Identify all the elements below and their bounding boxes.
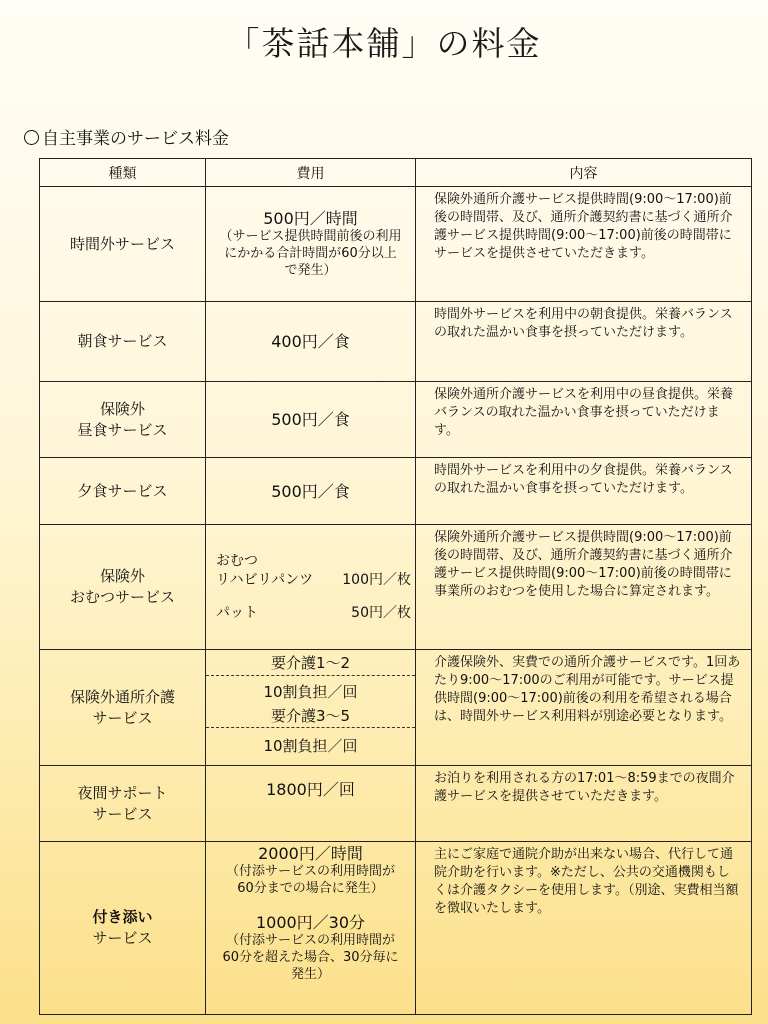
row-type [40,382,206,458]
cost-main: 1800円／回 [206,766,416,842]
cost-main: 500円／食 [206,382,416,458]
cost-main: 2000円／時間 [258,844,363,863]
care-level-block [206,676,415,728]
table-row [40,650,752,766]
care-level-label: 要介護1〜2 [206,651,415,676]
row-type-line1: 保険外通所介護 [69,687,175,706]
row-type [40,766,206,842]
table-header-row [40,159,752,187]
table-row [40,525,752,650]
row-type-line1: 保険外 [99,399,145,418]
row-type-line2: サービス [92,929,153,947]
diaper-item-price: 100円／枚 [342,571,411,588]
row-content: 保険外通所介護サービス提供時間(9:00〜17:00)前後の時間帯、及び、通所介護契約書に基づく通所介護サービス提供時間(9:00〜17:00)前後の時間帯に事業所のおむつを使用した場合に算定されます。 [416,525,752,650]
row-content: お泊りを利用される方の17:01〜8:59までの夜間介護サービスを提供させていただきます。 [416,766,752,842]
fee-table [39,158,752,1015]
row-type: 朝食サービス [40,302,206,382]
header-cost: 費用 [206,159,416,187]
cost-main: 500円／時間 [263,209,358,228]
cost-main: 500円／食 [206,458,416,525]
row-type-line2: 昼食サービス [77,420,168,439]
row-content: 時間外サービスを利用中の夕食提供。栄養バランスの取れた温かい食事を摂っていただけます。 [416,458,752,525]
cost-note: （サービス提供時間前後の利用にかかる合計時間が60分以上で発生） [219,229,402,278]
table-row [40,766,752,842]
row-type-line2: サービス [92,804,153,823]
care-level-label: 要介護3〜5 [270,707,351,725]
header-type: 種類 [40,159,206,187]
section-title: 自主事業のサービス料金 [42,129,229,149]
table-row [40,302,752,382]
row-type-line1: 保険外 [99,567,145,585]
cost-main: 400円／食 [206,302,416,382]
row-content: 主にご家庭で通院介助が出来ない場合、代行して通院介助を行います。※ただし、公共の交通機関もしくは介護タクシーを使用します。（別途、実費相当額を徴収いたします。 [416,842,752,1015]
row-content: 介護保険外、実費での通所介護サービスです。1回あたり9:00〜17:00のご利用が可能です。サービス提供時間(9:00〜17:00)前後の利用を希望される場合は、時間外サービス利用料が別途必要となります。 [416,650,752,766]
diaper-item [216,604,415,623]
diaper-item-name: パット [216,604,258,621]
row-content: 保険外通所介護サービスを利用中の昼食提供。栄養バランスの取れた温かい食事を摂っていただけます。 [416,382,752,458]
circle-bullet-icon [24,130,39,145]
page-title: 「茶話本舗」の料金 [226,24,542,63]
row-type [40,650,206,766]
row-cost [206,842,416,1015]
cost-note: （付添サービスの利用時間が60分を超えた場合、30分毎に発生） [222,933,399,982]
diaper-item [216,571,415,590]
row-type-line1: 付き添い [92,908,153,926]
care-level-value: 10割負担／回 [263,737,358,755]
care-level-value: 10割負担／回 [263,683,358,701]
cost-main: 1000円／30分 [255,913,366,932]
row-type [40,842,206,1015]
row-type-line2: おむつサービス [69,588,175,606]
row-content: 時間外サービスを利用中の朝食提供。栄養バランスの取れた温かい食事を摂っていただけます。 [416,302,752,382]
table-row [40,187,752,302]
diaper-item-name: リハビリパンツ [216,571,314,588]
row-type: 時間外サービス [40,187,206,302]
row-type [40,525,206,650]
diaper-item-price: 50円／枚 [351,604,411,621]
row-cost [206,525,416,650]
row-type-line1: 夜間サポート [77,783,168,802]
row-type-line2: サービス [92,708,153,727]
row-cost [206,650,416,766]
header-content: 内容 [416,159,752,187]
table-row [40,842,752,1015]
table-row [40,458,752,525]
table-row [40,382,752,458]
diaper-label: おむつ [216,552,258,569]
section-heading [24,124,229,149]
cost-note: （付添サービスの利用時間が60分までの場合に発生） [225,864,395,896]
row-content: 保険外通所介護サービス提供時間(9:00〜17:00)前後の時間帯、及び、通所介護契約書に基づく通所介護サービス提供時間(9:00〜17:00)前後の時間帯にサービスを提供させていただきます。 [416,187,752,302]
row-type: 夕食サービス [40,458,206,525]
row-cost [206,187,416,302]
